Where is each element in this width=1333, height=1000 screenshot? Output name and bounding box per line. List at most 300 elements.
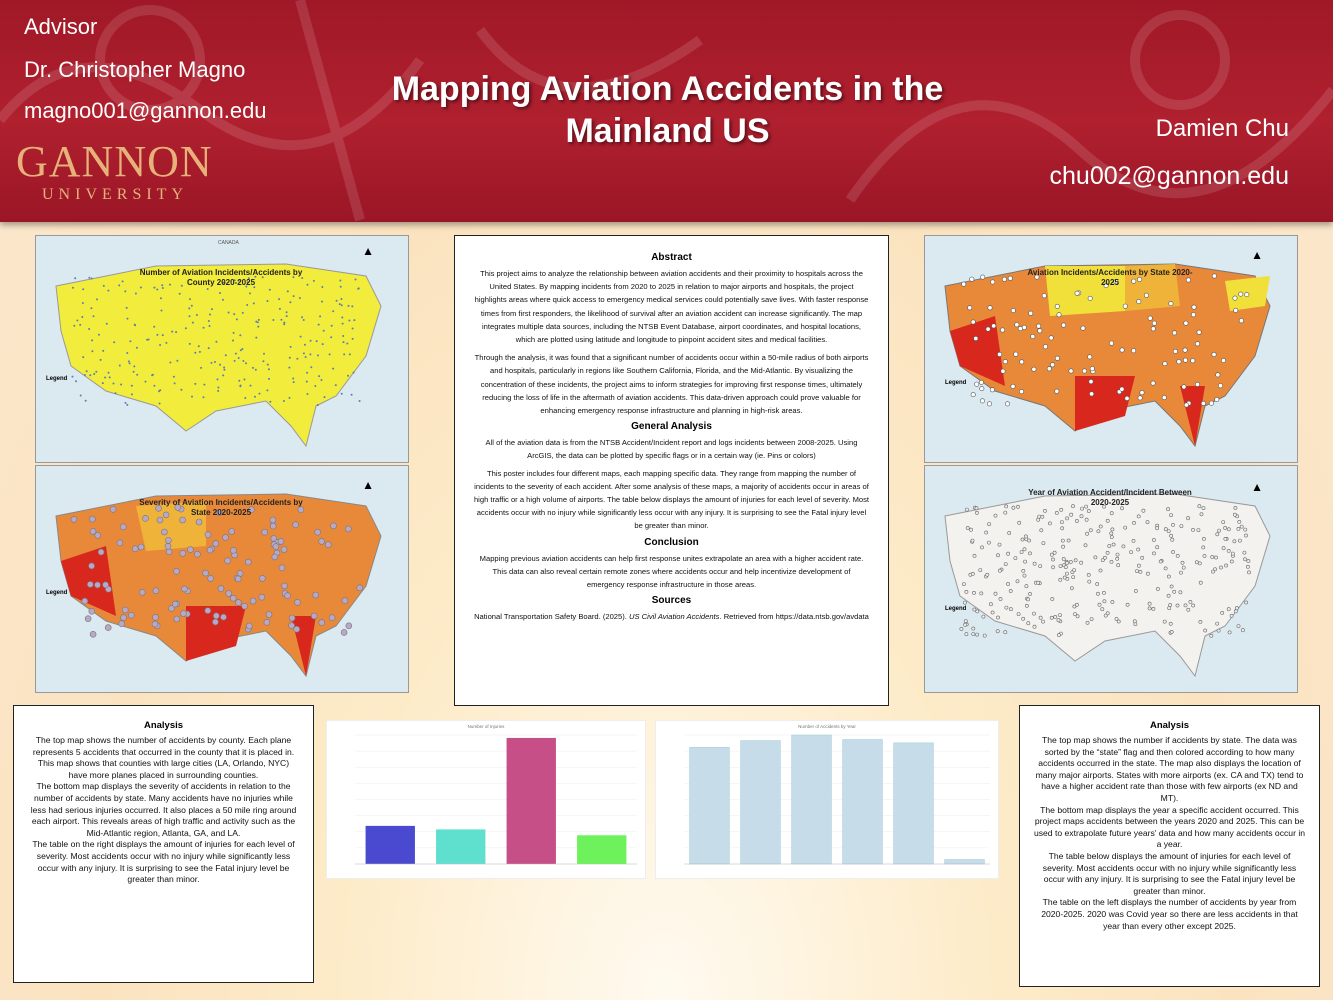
- map-marker: [1076, 615, 1079, 618]
- map-marker: [194, 551, 200, 557]
- map-marker: [1004, 563, 1007, 566]
- map-marker: [272, 554, 278, 560]
- map-marker: [1246, 565, 1249, 568]
- map-marker: [1011, 308, 1015, 312]
- map-marker: [1239, 292, 1243, 296]
- map-marker: [238, 357, 240, 359]
- map-marker: [1022, 325, 1026, 329]
- map-marker: [90, 528, 96, 534]
- map-marker: [238, 380, 240, 382]
- map-marker: [348, 305, 350, 307]
- map-marker: [1180, 525, 1183, 528]
- map-marker: [1191, 359, 1195, 363]
- map-marker: [257, 321, 259, 323]
- map-marker: [1212, 274, 1216, 278]
- map-marker: [295, 599, 301, 605]
- map-marker: [268, 368, 270, 370]
- map-marker: [996, 554, 999, 557]
- map-marker: [1002, 277, 1006, 281]
- map-marker: [128, 360, 130, 362]
- map-marker: [180, 550, 186, 556]
- map-marker: [351, 305, 353, 307]
- map-marker: [1014, 557, 1017, 560]
- map-marker: [321, 286, 323, 288]
- map-marker: [205, 608, 211, 614]
- map-marker: [273, 544, 279, 550]
- map-marker: [1048, 522, 1051, 525]
- map-marker: [1197, 330, 1201, 334]
- map-marker: [1151, 381, 1155, 385]
- map-marker: [98, 549, 104, 555]
- title-line-2: Mainland US: [565, 112, 770, 150]
- map-marker: [1171, 538, 1174, 541]
- map-marker: [1227, 528, 1230, 531]
- map-marker: [189, 315, 191, 317]
- map-marker: [219, 364, 221, 366]
- map-marker: [235, 353, 237, 355]
- title-line-1: Mapping Aviation Accidents in the: [391, 70, 944, 108]
- map-marker: [213, 541, 219, 547]
- map-marker: [1238, 520, 1241, 523]
- source-title: US Civil Aviation Accidents: [629, 612, 720, 622]
- map-marker: [159, 389, 161, 391]
- map-marker: [975, 382, 979, 386]
- advisor-email: magno001@gannon.edu: [24, 98, 267, 123]
- map-marker: [311, 613, 317, 619]
- map-marker: [1117, 620, 1120, 623]
- map-marker: [1021, 538, 1024, 541]
- map-marker: [1007, 582, 1010, 585]
- map-marker: [1230, 614, 1233, 617]
- map-marker: [1183, 358, 1187, 362]
- map-marker: [1234, 308, 1238, 312]
- map-marker: [1008, 276, 1012, 280]
- map-marker: [1028, 592, 1031, 595]
- map-marker: [203, 570, 209, 576]
- map-marker: [1106, 612, 1109, 615]
- map-marker: [1214, 568, 1217, 571]
- map-marker: [1218, 384, 1222, 388]
- map-marker: [1137, 564, 1140, 567]
- map-marker: [1094, 556, 1097, 559]
- map-marker: [209, 325, 211, 327]
- map-marker: [225, 558, 231, 564]
- map-marker: [245, 559, 251, 565]
- map-marker: [285, 593, 291, 599]
- map-marker: [1233, 296, 1237, 300]
- map-marker: [998, 543, 1001, 546]
- map-marker: [246, 304, 248, 306]
- map-marker: [209, 314, 211, 316]
- map-marker: [300, 336, 302, 338]
- map-marker: [1124, 526, 1127, 529]
- source-author: National Transportation Safety Board. (2025).: [474, 612, 629, 622]
- map-marker: [229, 529, 235, 535]
- map-marker: [1146, 572, 1149, 575]
- map-marker: [996, 630, 999, 633]
- map-marker: [270, 523, 276, 529]
- map-marker: [996, 616, 999, 619]
- map-marker: [205, 532, 211, 538]
- map-marker: [1224, 537, 1227, 540]
- map-marker: [341, 393, 343, 395]
- map-marker: [1141, 556, 1144, 559]
- map-marker: [1202, 537, 1205, 540]
- map-marker: [264, 619, 270, 625]
- map-marker: [180, 389, 182, 391]
- map-marker: [1167, 530, 1170, 533]
- legend-label: Legend: [46, 590, 68, 596]
- map-marker: [972, 591, 975, 594]
- map-marker: [279, 308, 281, 310]
- map-marker: [131, 385, 133, 387]
- map-marker: [1243, 551, 1246, 554]
- map-marker: [253, 302, 255, 304]
- map-marker: [1005, 505, 1008, 508]
- map-marker: [153, 614, 159, 620]
- map-marker: [1005, 606, 1008, 609]
- map-marker: [973, 608, 976, 611]
- map-marker: [1020, 360, 1024, 364]
- map-marker: [1156, 546, 1159, 549]
- map-marker: [1000, 328, 1004, 332]
- map-marker: [174, 568, 180, 574]
- map-marker: [208, 320, 210, 322]
- map-marker: [1156, 587, 1159, 590]
- poster-title: [330, 68, 1005, 152]
- map-marker: [89, 608, 95, 614]
- map-marker: [1025, 604, 1028, 607]
- map-marker: [191, 305, 193, 307]
- map-marker: [286, 311, 288, 313]
- map-marker: [303, 319, 305, 321]
- north-arrow-icon: ▲: [1251, 248, 1263, 262]
- map-marker: [121, 615, 127, 621]
- map-marker: [189, 343, 191, 345]
- map-marker: [1120, 348, 1124, 352]
- map-marker: [222, 299, 224, 301]
- map-marker: [151, 374, 153, 376]
- map-marker: [1144, 293, 1148, 297]
- map-marker: [1029, 311, 1033, 315]
- severity-map: [35, 465, 409, 693]
- map-marker: [85, 616, 91, 622]
- map-marker: [1214, 556, 1217, 559]
- map-marker: [1200, 513, 1203, 516]
- map-marker: [1225, 564, 1228, 567]
- map-marker: [1132, 521, 1135, 524]
- map-marker: [1099, 525, 1102, 528]
- map-marker: [132, 546, 138, 552]
- map-marker: [1123, 304, 1127, 308]
- map-marker: [970, 277, 974, 281]
- map-marker: [304, 344, 306, 346]
- map-marker: [1042, 542, 1045, 545]
- map-marker: [181, 586, 187, 592]
- map-marker: [90, 631, 96, 637]
- map-marker: [340, 286, 342, 288]
- map-marker: [166, 549, 172, 555]
- map-marker: [975, 511, 978, 514]
- map-marker: [107, 290, 109, 292]
- map-marker: [1054, 615, 1057, 618]
- map-marker: [1055, 356, 1059, 360]
- map-marker: [1163, 620, 1166, 623]
- map-marker: [1064, 566, 1067, 569]
- map-marker: [88, 277, 90, 279]
- map-marker: [1111, 600, 1114, 603]
- map-marker: [1182, 385, 1186, 389]
- map-marker: [1126, 603, 1129, 606]
- map-marker: [81, 316, 83, 318]
- year-map-title: Year of Aviation Accident/Incident Between 2020-2025: [1028, 488, 1192, 507]
- map-marker: [964, 623, 967, 626]
- map-marker: [267, 300, 269, 302]
- map-marker: [1106, 519, 1109, 522]
- map-marker: [982, 615, 985, 618]
- map-marker: [1237, 625, 1240, 628]
- map-marker: [134, 324, 136, 326]
- map-marker: [1049, 336, 1053, 340]
- map-marker: [249, 292, 251, 294]
- university-logo: GANNON: [16, 137, 213, 186]
- map-marker: [1116, 553, 1119, 556]
- map-marker: [272, 319, 274, 321]
- map-marker: [1227, 608, 1230, 611]
- map-marker: [173, 376, 175, 378]
- map-marker: [1245, 292, 1249, 296]
- map-marker: [340, 298, 342, 300]
- map-marker: [1057, 619, 1060, 622]
- map-marker: [1222, 521, 1225, 524]
- map-marker: [236, 318, 238, 320]
- map-marker: [93, 373, 95, 375]
- map-marker: [962, 583, 965, 586]
- map-marker: [965, 508, 968, 511]
- map-marker: [98, 334, 100, 336]
- severity-map-title: Severity of Aviation Incidents/Accidents by State 2020-2025: [139, 498, 303, 517]
- map-marker: [1069, 369, 1073, 373]
- map-marker: [1108, 544, 1111, 547]
- map-marker: [85, 400, 87, 402]
- map-marker: [165, 342, 167, 344]
- map-marker: [980, 546, 983, 549]
- map-marker: [1235, 607, 1238, 610]
- left-analysis-panel: [13, 705, 314, 983]
- map-marker: [1110, 532, 1113, 535]
- map-marker: [1008, 531, 1011, 534]
- map-marker: [76, 320, 78, 322]
- map-marker: [75, 380, 77, 382]
- map-marker: [1060, 521, 1063, 524]
- map-marker: [1090, 367, 1094, 371]
- map-marker: [315, 529, 321, 535]
- left-analysis-paragraph-2: The bottom map displays the severity of accidents in relation to the number of accidents by state. Many accidents have no injuries while less had serious injuries occurred. It also places a 50 mile ring around each airport. This reveals areas of high traffic and activity such as the Mid-Atlantic region, Atlanta, GA, and LA.: [30, 781, 297, 838]
- map-marker: [1170, 585, 1173, 588]
- map-marker: [242, 312, 244, 314]
- map-marker: [1110, 560, 1113, 563]
- map-marker: [296, 358, 298, 360]
- map-marker: [1167, 594, 1170, 597]
- map-marker: [990, 388, 994, 392]
- map-marker: [1130, 551, 1133, 554]
- map-marker: [72, 287, 74, 289]
- map-marker: [250, 598, 256, 604]
- north-arrow-icon: ▲: [362, 478, 374, 492]
- map-marker: [156, 289, 158, 291]
- map-marker: [1061, 323, 1065, 327]
- chart-bar: [436, 829, 485, 864]
- map-marker: [991, 611, 994, 614]
- map-marker: [1073, 605, 1076, 608]
- map-marker: [991, 280, 995, 284]
- map-marker: [126, 352, 128, 354]
- map-marker: [1089, 529, 1092, 532]
- map-marker: [336, 300, 338, 302]
- map-marker: [1052, 566, 1055, 569]
- header-banner: [0, 0, 1333, 222]
- chart-bar: [577, 835, 626, 864]
- chart-bar: [792, 735, 832, 864]
- map-marker: [1198, 505, 1201, 508]
- map-marker: [1148, 316, 1152, 320]
- map-marker: [82, 302, 84, 304]
- map-marker: [1051, 597, 1054, 600]
- map-marker: [347, 375, 349, 377]
- map-marker: [165, 537, 171, 543]
- map-marker: [1096, 592, 1099, 595]
- map-marker: [1024, 560, 1027, 563]
- author-email: chu002@gannon.edu: [1049, 162, 1289, 190]
- map-marker: [194, 352, 196, 354]
- map-marker: [346, 623, 352, 629]
- map-marker: [971, 392, 975, 396]
- map-marker: [1125, 396, 1129, 400]
- conclusion-paragraph: Mapping previous aviation accidents can help first response unites extrapolate an area with a higher accident rate. This data can also reveal certain remote zones where accidents occur and help incentivize development of emergency response infrastructure in those areas.: [479, 553, 864, 590]
- map-marker: [1234, 506, 1237, 509]
- map-marker: [1192, 604, 1195, 607]
- chart-bar: [690, 747, 730, 864]
- map-marker: [306, 372, 308, 374]
- map-marker: [966, 526, 969, 529]
- map-marker: [1184, 604, 1187, 607]
- map-marker: [1234, 610, 1237, 613]
- map-marker: [1244, 528, 1247, 531]
- map-marker: [997, 352, 1001, 356]
- map-marker: [341, 304, 343, 306]
- map-marker: [1072, 576, 1075, 579]
- map-marker: [307, 393, 309, 395]
- map-marker: [120, 384, 122, 386]
- map-marker: [1096, 582, 1099, 585]
- map-marker: [266, 612, 272, 618]
- map-marker: [118, 284, 120, 286]
- map-marker: [319, 315, 321, 317]
- map-marker: [332, 368, 334, 370]
- map-marker: [259, 575, 265, 581]
- map-marker: [988, 306, 992, 310]
- legend-label: Legend: [46, 376, 68, 382]
- map-marker: [1028, 552, 1031, 555]
- map-marker: [1122, 545, 1125, 548]
- map-marker: [259, 594, 265, 600]
- map-marker: [968, 306, 972, 310]
- map-marker: [969, 528, 972, 531]
- map-marker: [1135, 570, 1138, 573]
- map-marker: [342, 323, 344, 325]
- map-marker: [200, 367, 202, 369]
- map-marker: [278, 298, 280, 300]
- map-marker: [1146, 521, 1149, 524]
- map-marker: [1164, 567, 1167, 570]
- map-marker: [1088, 355, 1092, 359]
- map-marker: [223, 369, 225, 371]
- map-marker: [234, 360, 236, 362]
- chart-bar: [843, 739, 883, 864]
- map-marker: [998, 569, 1001, 572]
- map-marker: [1240, 525, 1243, 528]
- map-marker: [267, 364, 269, 366]
- map-marker: [1039, 565, 1042, 568]
- map-marker: [1172, 331, 1176, 335]
- map-marker: [1169, 603, 1172, 606]
- conclusion-heading: Conclusion: [644, 536, 699, 548]
- map-marker: [1039, 616, 1042, 619]
- map-marker: [1037, 518, 1040, 521]
- map-marker: [1041, 515, 1044, 518]
- map-marker: [180, 611, 186, 617]
- map-marker: [208, 347, 210, 349]
- map-marker: [172, 601, 178, 607]
- map-marker: [268, 378, 270, 380]
- map-marker: [174, 616, 180, 622]
- map-marker: [191, 396, 193, 398]
- map-marker: [207, 547, 213, 553]
- map-marker: [1137, 515, 1140, 518]
- map-marker: [1139, 570, 1142, 573]
- map-marker: [313, 280, 315, 282]
- map-marker: [305, 356, 307, 358]
- map-marker: [113, 383, 115, 385]
- map-marker: [199, 351, 201, 353]
- map-marker: [980, 592, 983, 595]
- left-analysis-paragraph-3: The table on the right displays the amount of injuries for each level of severity. Most accidents occur with no injury while significantly less occur with any injury. It is surprising to see the Fatal injury level be greater than minor.: [32, 839, 295, 885]
- map-marker: [162, 334, 164, 336]
- map-marker: [1171, 550, 1174, 553]
- map-marker: [120, 524, 126, 530]
- map-marker: [331, 523, 337, 529]
- map-marker: [1080, 515, 1083, 518]
- map-marker: [122, 607, 128, 613]
- map-marker: [341, 317, 343, 319]
- map-marker: [174, 382, 176, 384]
- right-analysis-panel: [1019, 705, 1320, 987]
- map-marker: [1036, 324, 1040, 328]
- map-marker: [306, 381, 308, 383]
- map-marker: [263, 353, 265, 355]
- map-marker: [1050, 616, 1053, 619]
- map-marker: [1233, 513, 1236, 516]
- map-marker: [1148, 602, 1151, 605]
- map-marker: [84, 374, 86, 376]
- map-marker: [245, 362, 247, 364]
- map-marker: [1217, 629, 1220, 632]
- map-marker: [104, 377, 106, 379]
- map-marker: [1087, 573, 1090, 576]
- map-marker: [1086, 532, 1089, 535]
- map-marker: [1181, 561, 1184, 564]
- map-marker: [321, 379, 323, 381]
